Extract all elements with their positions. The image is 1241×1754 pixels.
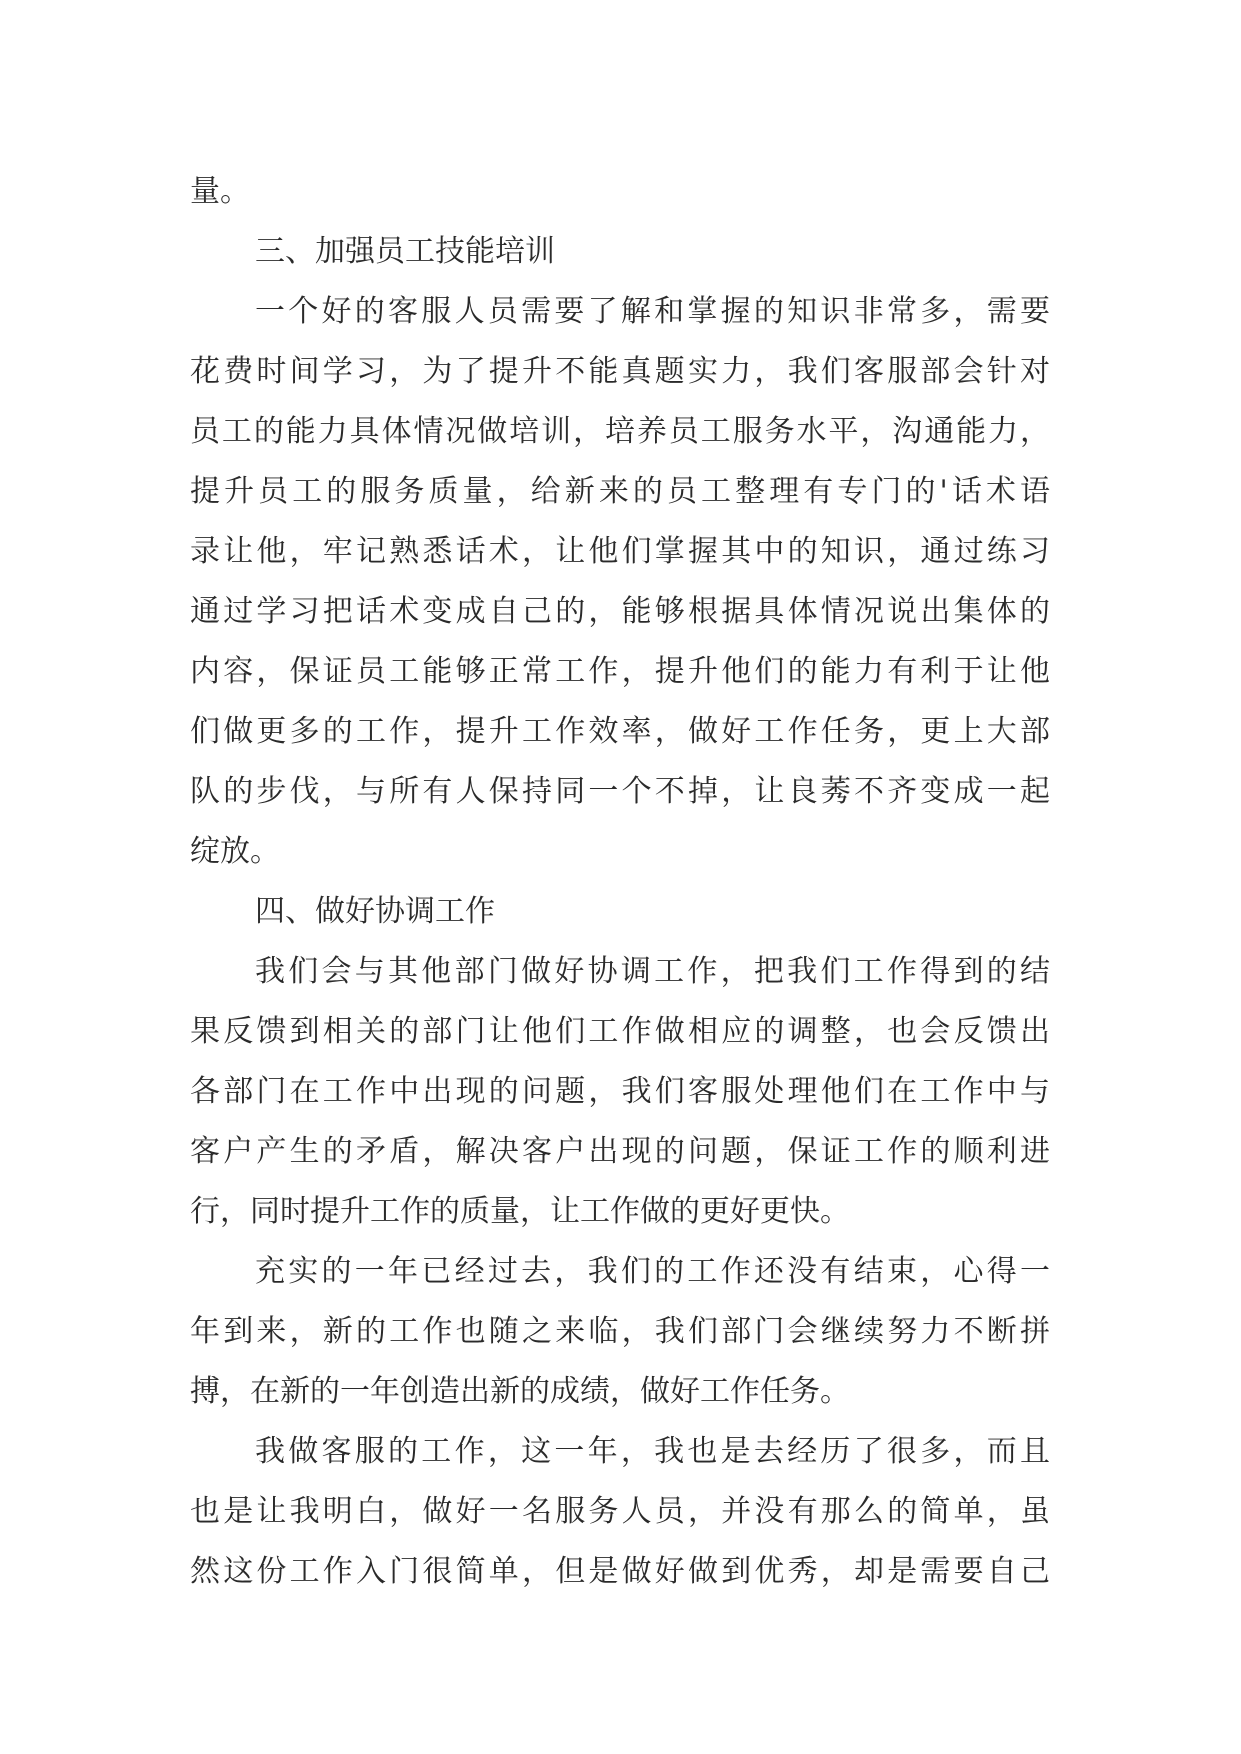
paragraph-line: 们做更多的工作，提升工作效率，做好工作任务，更上大部 [190,714,1050,749]
paragraph-line: 录让他，牢记熟悉话术，让他们掌握其中的知识，通过练习 [190,534,1050,569]
paragraph-line: 年到来，新的工作也随之来临，我们部门会继续努力不断拼 [190,1314,1050,1349]
paragraph-line: 各部门在工作中出现的问题，我们客服处理他们在工作中与 [190,1074,1050,1109]
paragraph-line: 我做客服的工作，这一年，我也是去经历了很多，而且 [255,1434,1050,1469]
paragraph-line: 充实的一年已经过去，我们的工作还没有结束，心得一 [255,1254,1050,1289]
paragraph-line: 我们会与其他部门做好协调工作，把我们工作得到的结 [255,954,1050,989]
paragraph-line: 员工的能力具体情况做培训，培养员工服务水平，沟通能力， [190,414,1050,449]
paragraph-line: 行，同时提升工作的质量，让工作做的更好更快。 [190,1194,850,1229]
paragraph-line: 量。 [190,174,250,209]
section-heading: 三、加强员工技能培训 [255,234,555,269]
paragraph-line: 搏，在新的一年创造出新的成绩，做好工作任务。 [190,1374,850,1409]
paragraph-line: 队的步伐，与所有人保持同一个不掉，让良莠不齐变成一起 [190,774,1050,809]
paragraph-line: 内容，保证员工能够正常工作，提升他们的能力有利于让他 [190,654,1050,689]
paragraph-line: 通过学习把话术变成自己的，能够根据具体情况说出集体的 [190,594,1050,629]
paragraph-line: 一个好的客服人员需要了解和掌握的知识非常多，需要 [255,294,1050,329]
paragraph-line: 果反馈到相关的部门让他们工作做相应的调整，也会反馈出 [190,1014,1050,1049]
section-heading: 四、做好协调工作 [255,894,495,929]
paragraph-line: 也是让我明白，做好一名服务人员，并没有那么的简单，虽 [190,1494,1050,1529]
paragraph-line: 提升员工的服务质量，给新来的员工整理有专门的'话术语 [190,474,1050,509]
paragraph-line: 然这份工作入门很简单，但是做好做到优秀，却是需要自己 [190,1554,1050,1589]
paragraph-line: 绽放。 [190,834,280,869]
document-body [190,162,1050,1602]
paragraph-line: 花费时间学习，为了提升不能真题实力，我们客服部会针对 [190,354,1050,389]
paragraph-line: 客户产生的矛盾，解决客户出现的问题，保证工作的顺利进 [190,1134,1050,1169]
